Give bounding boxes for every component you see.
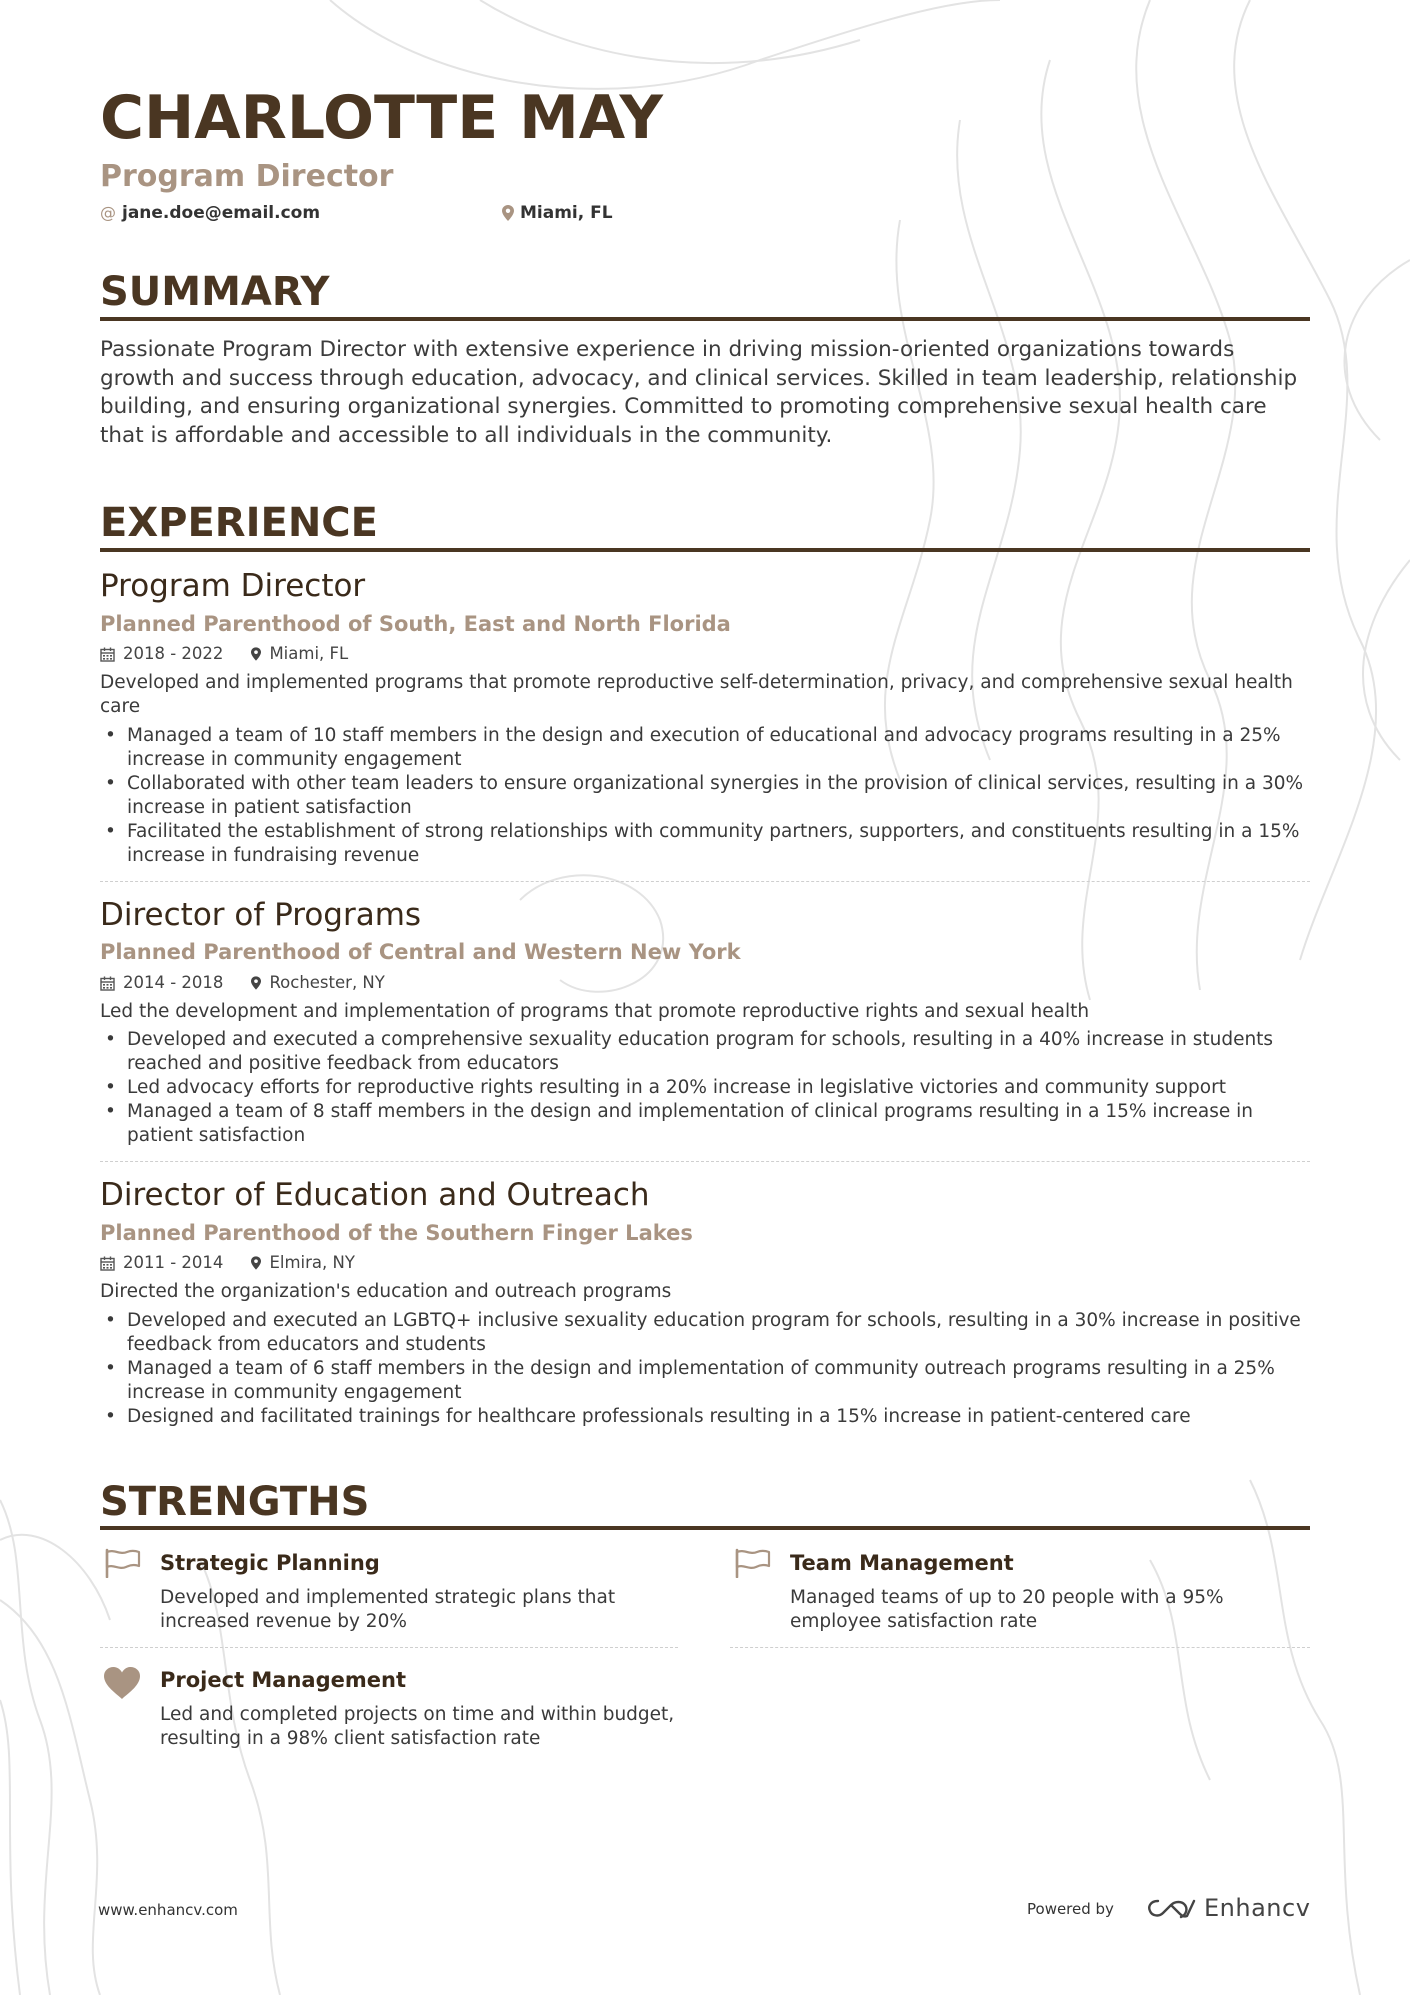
job-dates <box>100 972 223 994</box>
heart-icon <box>103 1666 141 1700</box>
strength-title: Team Management <box>790 1551 1014 1575</box>
powered-by-label: Powered by <box>1027 1900 1114 1918</box>
location-pin-icon <box>251 647 261 661</box>
job-company: Planned Parenthood of South, East and North Florida <box>100 612 731 636</box>
enhancv-brand[interactable]: Enhancv <box>1204 1894 1311 1922</box>
experience-divider <box>100 548 1310 552</box>
location-pin-icon <box>251 1256 261 1270</box>
summary-text: Passionate Program Director with extensive experience in driving mission-oriented organizations towards growth and success through education, advocacy, and clinical services. Skilled in team leadership, relationship building, and ensuring organizational synergies. Committed to promoting comprehensive sexual health care that is affordable and accessible to all individuals in the community. <box>100 337 1298 448</box>
job-dates <box>100 1252 223 1274</box>
job-location <box>251 972 384 994</box>
enhancv-logo-icon <box>1146 1897 1196 1921</box>
job-separator <box>100 1161 1310 1162</box>
calendar-icon <box>100 647 115 662</box>
job-company: Planned Parenthood of Central and Western New York <box>100 940 741 964</box>
job-title: Director of Programs <box>100 897 422 933</box>
candidate-name: CHARLOTTE MAY <box>100 83 663 153</box>
job-bullet: • Led advocacy efforts for reproductive rights resulting in a 20% increase in legislative victories and community support <box>100 1076 1315 1100</box>
strength-description: Led and completed projects on time and within budget, resulting in a 98% client satisfaction rate <box>160 1704 675 1749</box>
job-bullet: • Facilitated the establishment of strong relationships with community partners, supporters, and constituents resulting in a 15% increase in fundraising revenue <box>100 820 1315 868</box>
job-bullet: • Developed and executed an LGBTQ+ inclusive sexuality education program for schools, resulting in a 30% increase in positive feedback from educators and students <box>100 1309 1315 1357</box>
email-text: jane.doe@email.com <box>122 203 321 223</box>
strengths-heading: STRENGTHS <box>100 1479 370 1525</box>
contact-email[interactable] <box>100 201 320 225</box>
at-icon: @ <box>100 203 116 222</box>
job-dates <box>100 643 223 665</box>
job-description: Developed and implemented programs that promote reproductive self-determination, privacy, and comprehensive sexual health care <box>100 672 1293 717</box>
job-meta <box>100 643 376 665</box>
job-bullet: • Managed a team of 6 staff members in the design and implementation of community outreach programs resulting in a 25% increase in community engagement <box>100 1357 1315 1405</box>
strength-title: Strategic Planning <box>160 1551 380 1575</box>
strength-description: Developed and implemented strategic plans that increased revenue by 20% <box>160 1587 616 1632</box>
job-title: Program Director <box>100 568 366 604</box>
strength-separator <box>730 1647 1310 1648</box>
location-pin-icon <box>251 976 261 990</box>
job-description: Directed the organization's education and outreach programs <box>100 1281 672 1302</box>
job-separator <box>100 881 1310 882</box>
job-bullets <box>100 724 1315 868</box>
job-bullets <box>100 1309 1315 1429</box>
contact-location <box>502 201 613 225</box>
summary-divider <box>100 317 1310 321</box>
job-dates-text: 2014 - 2018 <box>123 973 224 992</box>
job-bullet: • Managed a team of 8 staff members in the design and implementation of clinical programs resulting in a 15% increase in patient satisfaction <box>100 1100 1315 1148</box>
flag-icon <box>734 1548 772 1578</box>
footer-url[interactable]: www.enhancv.com <box>98 1901 238 1919</box>
candidate-title: Program Director <box>100 159 394 194</box>
strength-title: Project Management <box>160 1668 406 1692</box>
job-description: Led the development and implementation of programs that promote reproductive rights and sexual health <box>100 1001 1090 1022</box>
job-company: Planned Parenthood of the Southern Finger Lakes <box>100 1221 693 1245</box>
job-meta <box>100 972 413 994</box>
job-bullet: • Collaborated with other team leaders to ensure organizational synergies in the provision of clinical services, resulting in a 30% increase in patient satisfaction <box>100 772 1315 820</box>
job-bullet: • Designed and facilitated trainings for healthcare professionals resulting in a 15% increase in patient-centered care <box>100 1405 1315 1429</box>
calendar-icon <box>100 976 115 991</box>
strength-separator <box>100 1647 678 1648</box>
job-dates-text: 2011 - 2014 <box>123 1253 224 1272</box>
summary-heading: SUMMARY <box>100 269 330 315</box>
job-location <box>251 643 348 665</box>
strengths-divider <box>100 1526 1310 1530</box>
flag-icon <box>104 1548 142 1578</box>
experience-heading: EXPERIENCE <box>100 500 378 546</box>
job-location-text: Elmira, NY <box>269 1253 355 1272</box>
job-meta <box>100 1252 383 1274</box>
job-bullet: • Managed a team of 10 staff members in the design and execution of educational and advocacy programs resulting in a 25% increase in community engagement <box>100 724 1315 772</box>
calendar-icon <box>100 1256 115 1271</box>
job-bullets <box>100 1028 1315 1148</box>
location-text: Miami, FL <box>520 203 613 223</box>
job-location-text: Miami, FL <box>269 644 349 663</box>
job-location-text: Rochester, NY <box>269 973 385 992</box>
location-pin-icon <box>502 205 514 221</box>
strength-description: Managed teams of up to 20 people with a 95% employee satisfaction rate <box>790 1587 1224 1632</box>
job-title: Director of Education and Outreach <box>100 1177 650 1213</box>
job-dates-text: 2018 - 2022 <box>123 644 224 663</box>
job-location <box>251 1252 354 1274</box>
job-bullet: • Developed and executed a comprehensive sexuality education program for schools, resulting in a 40% increase in students reached and positive feedback from educators <box>100 1028 1315 1076</box>
